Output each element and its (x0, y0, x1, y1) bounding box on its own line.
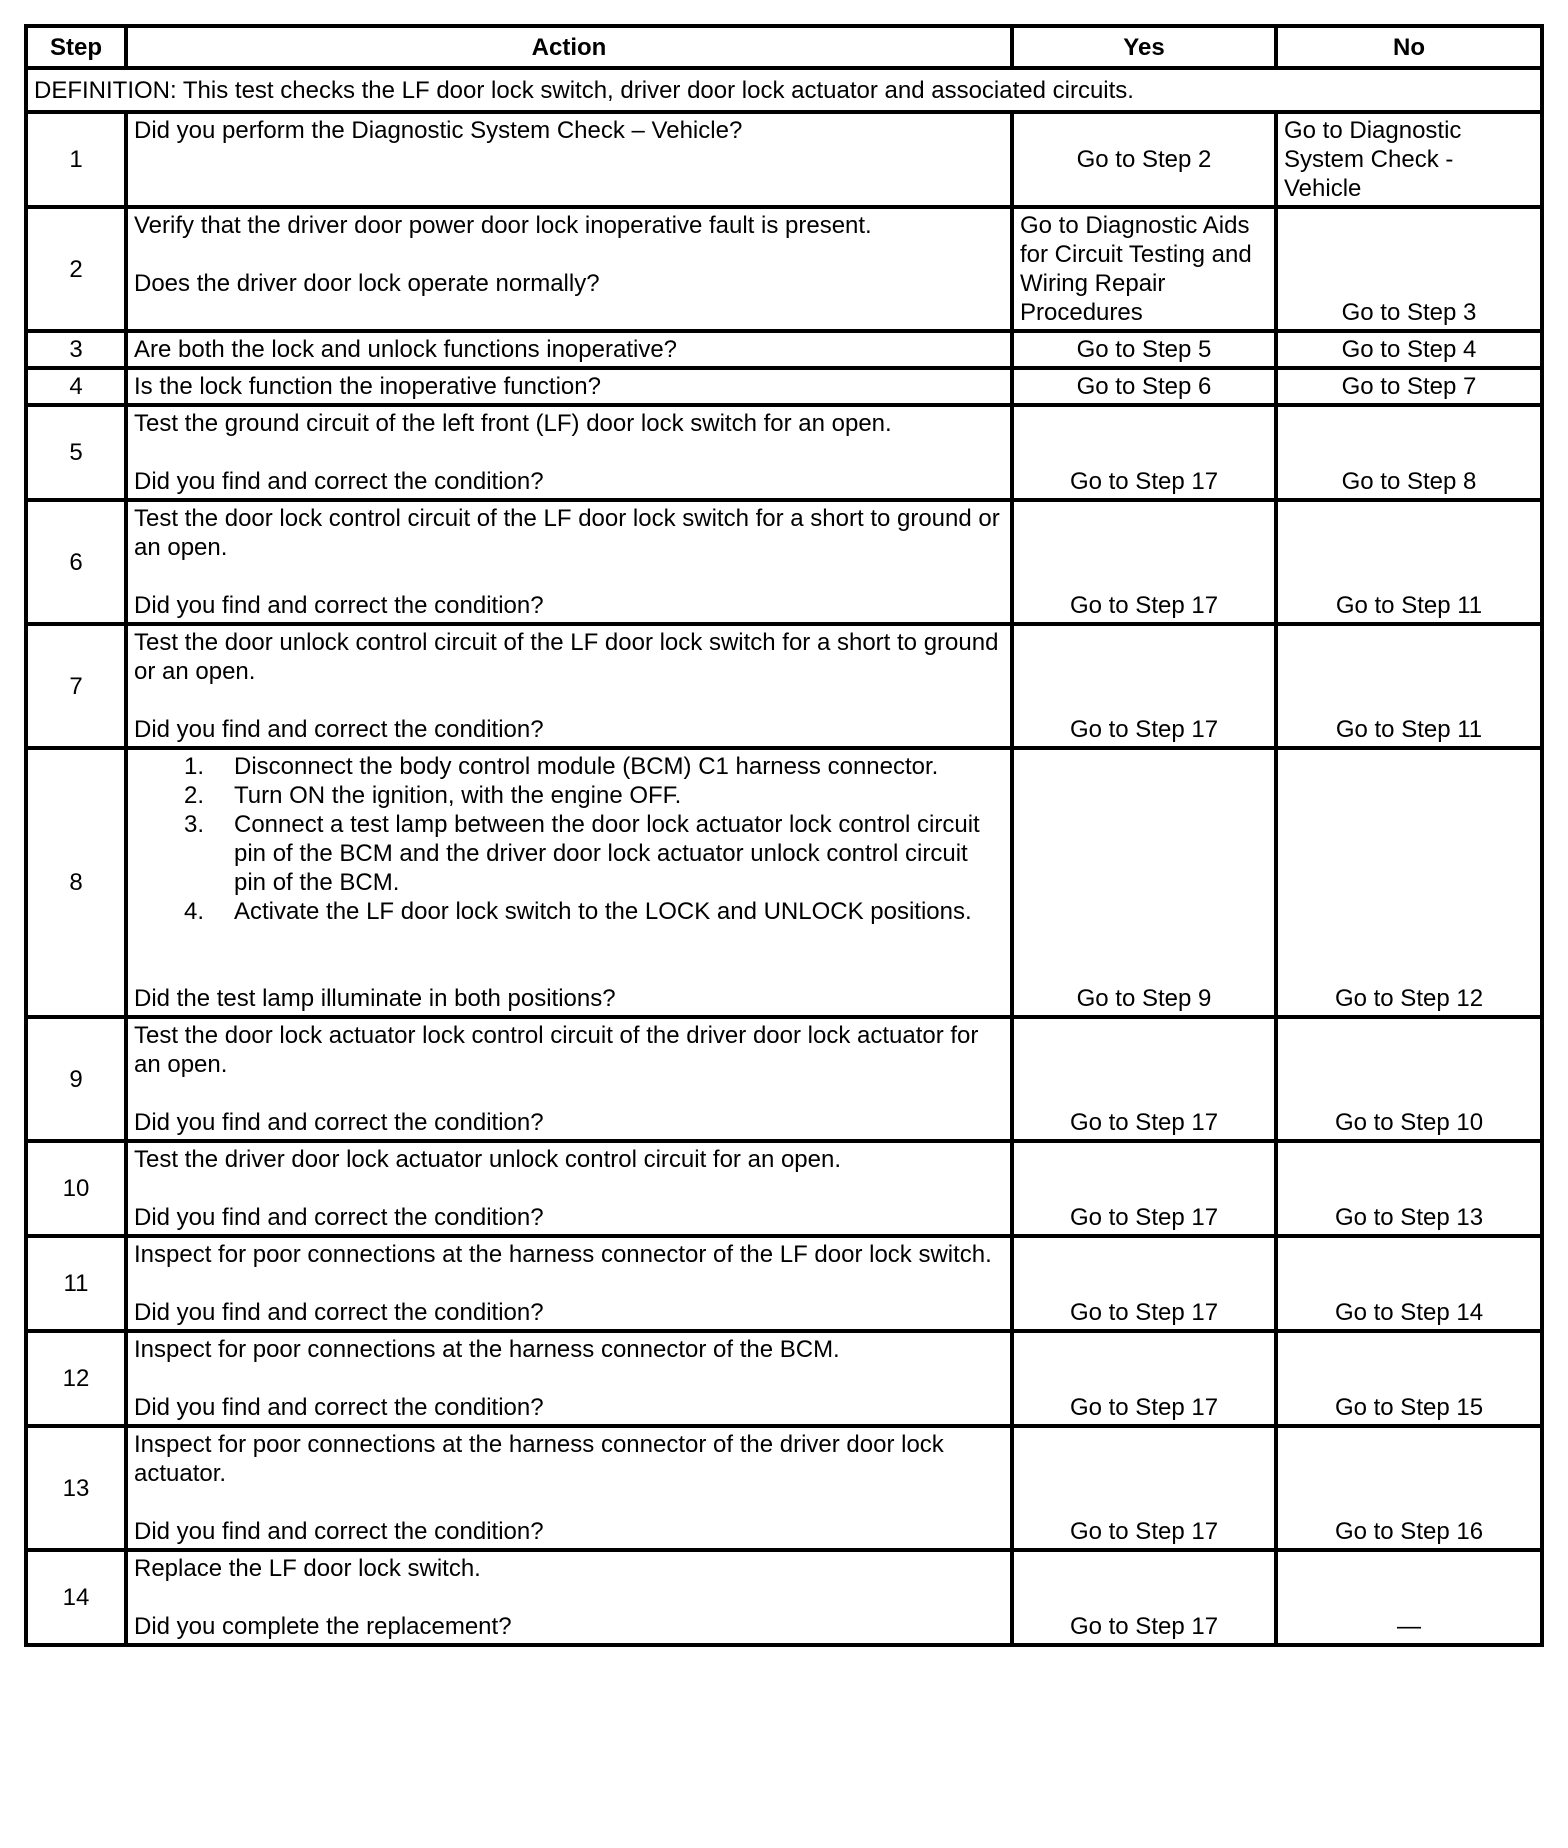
table-row (26, 405, 1542, 500)
yes-result: Go to Step 17 (1012, 1236, 1276, 1331)
step-number: 5 (26, 405, 126, 500)
spacer (134, 562, 1004, 591)
action-text: Inspect for poor connections at the harness connector of the BCM. (134, 1336, 840, 1363)
no-result: Go to Step 12 (1276, 748, 1542, 1017)
action-text: Test the door lock control circuit of the LF door lock switch for a short to ground or an open. (134, 505, 1000, 561)
step-number: 2 (26, 207, 126, 331)
no-result: Go to Step 4 (1276, 331, 1542, 368)
no-result: Go to Step 10 (1276, 1017, 1542, 1141)
step-number: 14 (26, 1550, 126, 1645)
no-result: Go to Diagnostic System Check - Vehicle (1276, 112, 1542, 207)
action-text: Test the door lock actuator lock control circuit of the driver door lock actuator for an open. (134, 1022, 979, 1078)
action-cell (126, 748, 1012, 1017)
spacer (134, 686, 1004, 715)
spacer (134, 926, 1004, 955)
spacer (134, 1364, 1004, 1393)
list-item-number: 2. (183, 782, 204, 809)
table-row (26, 1236, 1542, 1331)
list-item-text: Connect a test lamp between the door lock actuator lock control circuit pin of the BCM and the driver door lock actuator unlock control circuit pin of the BCM. (234, 811, 980, 896)
spacer (134, 955, 1004, 984)
header-row (26, 26, 1542, 68)
table-row (26, 112, 1542, 207)
diagnostic-table (24, 24, 1544, 1647)
table-row (26, 331, 1542, 368)
question-text: Did you complete the replacement? (134, 1613, 512, 1640)
no-result: — (1276, 1550, 1542, 1645)
yes-result: Go to Step 2 (1012, 112, 1276, 207)
spacer (134, 240, 1004, 269)
yes-result: Go to Step 17 (1012, 500, 1276, 624)
table-row (26, 500, 1542, 624)
action-text: Test the door unlock control circuit of the LF door lock switch for a short to ground or an open. (134, 629, 999, 685)
spacer (134, 1488, 1004, 1517)
action-text: Inspect for poor connections at the harness connector of the LF door lock switch. (134, 1241, 992, 1268)
no-result: Go to Step 15 (1276, 1331, 1542, 1426)
no-result: Go to Step 7 (1276, 368, 1542, 405)
table-row (26, 1426, 1542, 1550)
yes-result: Go to Step 6 (1012, 368, 1276, 405)
action-cell (126, 1017, 1012, 1141)
action-cell (126, 112, 1012, 207)
no-result: Go to Step 14 (1276, 1236, 1542, 1331)
no-result: Go to Step 3 (1276, 207, 1542, 331)
yes-result: Go to Step 9 (1012, 748, 1276, 1017)
action-cell (126, 1236, 1012, 1331)
action-text: Test the driver door lock actuator unlock control circuit for an open. (134, 1146, 842, 1173)
action-cell (126, 331, 1012, 368)
question-text: Did the test lamp illuminate in both positions? (134, 985, 616, 1012)
action-text: Are both the lock and unlock functions inoperative? (134, 336, 678, 363)
action-text: Inspect for poor connections at the harness connector of the driver door lock actuator. (134, 1431, 944, 1487)
table-row (26, 1331, 1542, 1426)
action-text: Verify that the driver door power door lock inoperative fault is present. (134, 212, 872, 239)
spacer (134, 1079, 1004, 1108)
list-item (134, 897, 1004, 926)
step-number: 9 (26, 1017, 126, 1141)
spacer (134, 1269, 1004, 1298)
action-cell (126, 207, 1012, 331)
step-number: 1 (26, 112, 126, 207)
question-text: Did you find and correct the condition? (134, 592, 544, 619)
header-yes: Yes (1012, 26, 1276, 68)
action-cell (126, 1141, 1012, 1236)
step-number: 12 (26, 1331, 126, 1426)
list-item-number: 1. (183, 753, 204, 780)
action-text: Test the ground circuit of the left front (LF) door lock switch for an open. (134, 410, 892, 437)
action-cell (126, 500, 1012, 624)
list-item (134, 752, 1004, 781)
yes-result: Go to Step 17 (1012, 1331, 1276, 1426)
action-cell (126, 624, 1012, 748)
no-result: Go to Step 16 (1276, 1426, 1542, 1550)
action-cell (126, 1426, 1012, 1550)
yes-result: Go to Step 17 (1012, 1141, 1276, 1236)
procedure-list (134, 752, 1004, 926)
table-row (26, 1017, 1542, 1141)
step-number: 10 (26, 1141, 126, 1236)
action-cell (126, 368, 1012, 405)
table-row (26, 624, 1542, 748)
list-item-text: Activate the LF door lock switch to the LOCK and UNLOCK positions. (234, 898, 972, 925)
action-text: Replace the LF door lock switch. (134, 1555, 481, 1582)
list-item-text: Turn ON the ignition, with the engine OFF. (234, 782, 682, 809)
no-result: Go to Step 11 (1276, 500, 1542, 624)
step-number: 3 (26, 331, 126, 368)
question-text: Did you find and correct the condition? (134, 1204, 544, 1231)
yes-result: Go to Step 17 (1012, 1017, 1276, 1141)
spacer (134, 1583, 1004, 1612)
step-number: 6 (26, 500, 126, 624)
table-row (26, 748, 1542, 1017)
question-text: Did you find and correct the condition? (134, 1518, 544, 1545)
yes-result: Go to Step 17 (1012, 624, 1276, 748)
question-text: Did you find and correct the condition? (134, 468, 544, 495)
table-row (26, 207, 1542, 331)
no-result: Go to Step 11 (1276, 624, 1542, 748)
definition-row (26, 68, 1542, 112)
yes-result: Go to Diagnostic Aids for Circuit Testing and Wiring Repair Procedures (1012, 207, 1276, 331)
yes-result: Go to Step 17 (1012, 1550, 1276, 1645)
step-number: 8 (26, 748, 126, 1017)
question-text: Did you find and correct the condition? (134, 716, 544, 743)
action-cell (126, 1331, 1012, 1426)
question-text: Did you find and correct the condition? (134, 1299, 544, 1326)
action-text: Is the lock function the inoperative function? (134, 373, 601, 400)
spacer (134, 438, 1004, 467)
step-number: 7 (26, 624, 126, 748)
question-text: Did you find and correct the condition? (134, 1394, 544, 1421)
step-number: 4 (26, 368, 126, 405)
question-text: Does the driver door lock operate normally? (134, 270, 600, 297)
list-item-number: 4. (183, 898, 204, 925)
list-item-number: 3. (183, 811, 204, 838)
yes-result: Go to Step 17 (1012, 1426, 1276, 1550)
list-item (134, 810, 1004, 897)
yes-result: Go to Step 5 (1012, 331, 1276, 368)
table-row (26, 1550, 1542, 1645)
yes-result: Go to Step 17 (1012, 405, 1276, 500)
action-text: Did you perform the Diagnostic System Check – Vehicle? (134, 117, 743, 144)
table-row (26, 1141, 1542, 1236)
list-item-text: Disconnect the body control module (BCM) C1 harness connector. (234, 753, 939, 780)
list-item (134, 781, 1004, 810)
header-step: Step (26, 26, 126, 68)
step-number: 11 (26, 1236, 126, 1331)
action-cell (126, 1550, 1012, 1645)
no-result: Go to Step 8 (1276, 405, 1542, 500)
header-no: No (1276, 26, 1542, 68)
definition-text: DEFINITION: This test checks the LF door lock switch, driver door lock actuator and associated circuits. (26, 68, 1542, 112)
question-text: Did you find and correct the condition? (134, 1109, 544, 1136)
header-action: Action (126, 26, 1012, 68)
no-result: Go to Step 13 (1276, 1141, 1542, 1236)
step-number: 13 (26, 1426, 126, 1550)
table-row (26, 368, 1542, 405)
action-cell (126, 405, 1012, 500)
spacer (134, 1174, 1004, 1203)
